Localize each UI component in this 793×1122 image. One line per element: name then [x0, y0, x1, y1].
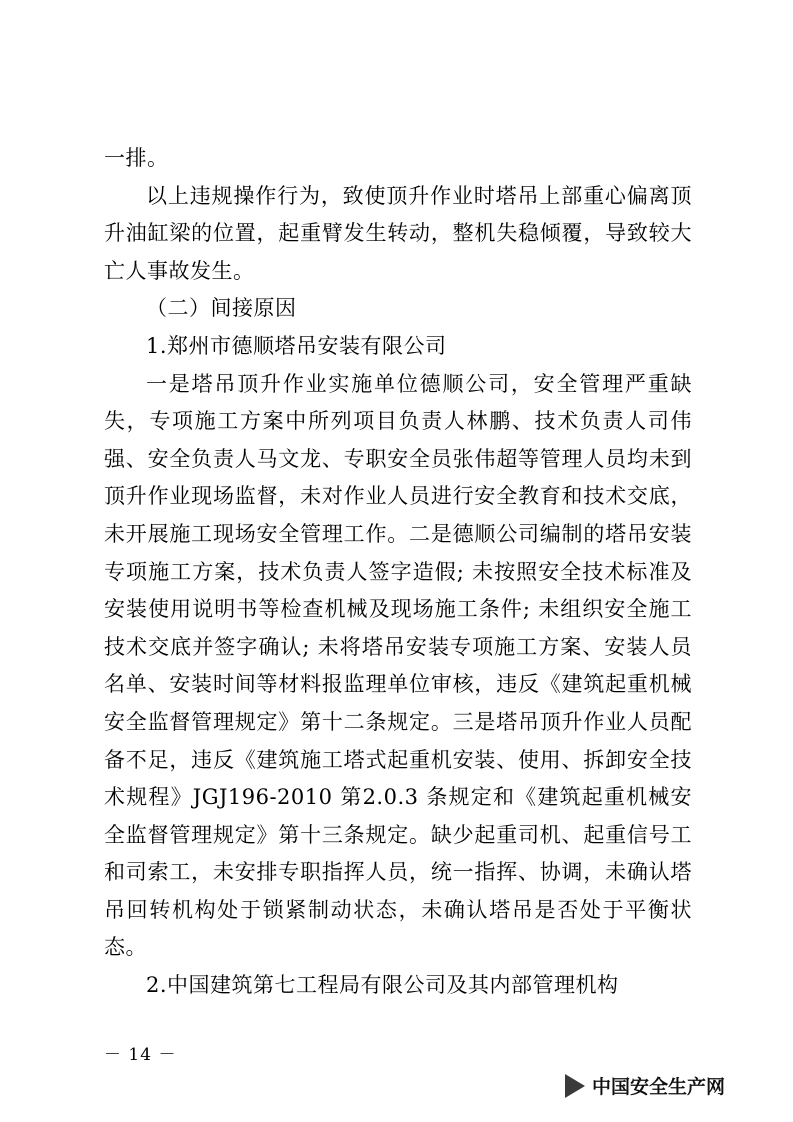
- triangle-logo-icon: [565, 1074, 585, 1098]
- page-number: － 14 －: [104, 1045, 177, 1065]
- paragraph: 2.中国建筑第七工程局有限公司及其内部管理机构: [146, 973, 619, 998]
- document-body: [104, 140, 692, 1005]
- page-footer: [104, 1040, 176, 1065]
- paragraph: 以上违规操作行为，致使顶升作业时塔吊上部重心偏离顶升油缸梁的位置，起重臂发生转动，整机失稳倾覆，导致较大亡人事故发生。: [104, 183, 692, 283]
- watermark-text: 中国安全生产网: [591, 1076, 725, 1098]
- paragraph: 一排。: [104, 146, 169, 170]
- paragraph: 一是塔吊顶升作业实施单位德顺公司，安全管理严重缺失，专项施工方案中所列项目负责人林鹏、技术负责人司伟强、安全负责人马文龙、专职安全员张伟超等管理人员均未到顶升作业现场监督，未对作业人员进行安全教育和技术交底，未开展施工现场安全管理工作。二是德顺公司编制的塔吊安装专项施工方案，技术负责人签字造假; 未按照安全技术标准及安装使用说明书等检查机械及现场施工条件; 未组织安全施工技术交底并签字确认; 未将塔吊安装专项施工方案、安装人员名单、安装时间等材料报监理单位审核，违反《建筑起重机械安全监督管理规定》第十二条规定。三是塔吊顶升作业人员配备不足，违反《建筑施工塔式起重机安装、使用、拆卸安全技术规程》JGJ196-2010 第2.0.3 条规定和《建筑起重机械安全监督管理规定》第十三条规定。缺少起重司机、起重信号工和司索工，未安排专职指挥人员，统一指挥、协调，未确认塔吊回转机构处于锁紧制动状态，未确认塔吊是否处于平衡状态。: [104, 371, 692, 960]
- paragraph: （二）间接原因: [146, 296, 297, 321]
- watermark: [565, 1072, 725, 1099]
- paragraph: 1.郑州市德顺塔吊安装有限公司: [146, 333, 447, 358]
